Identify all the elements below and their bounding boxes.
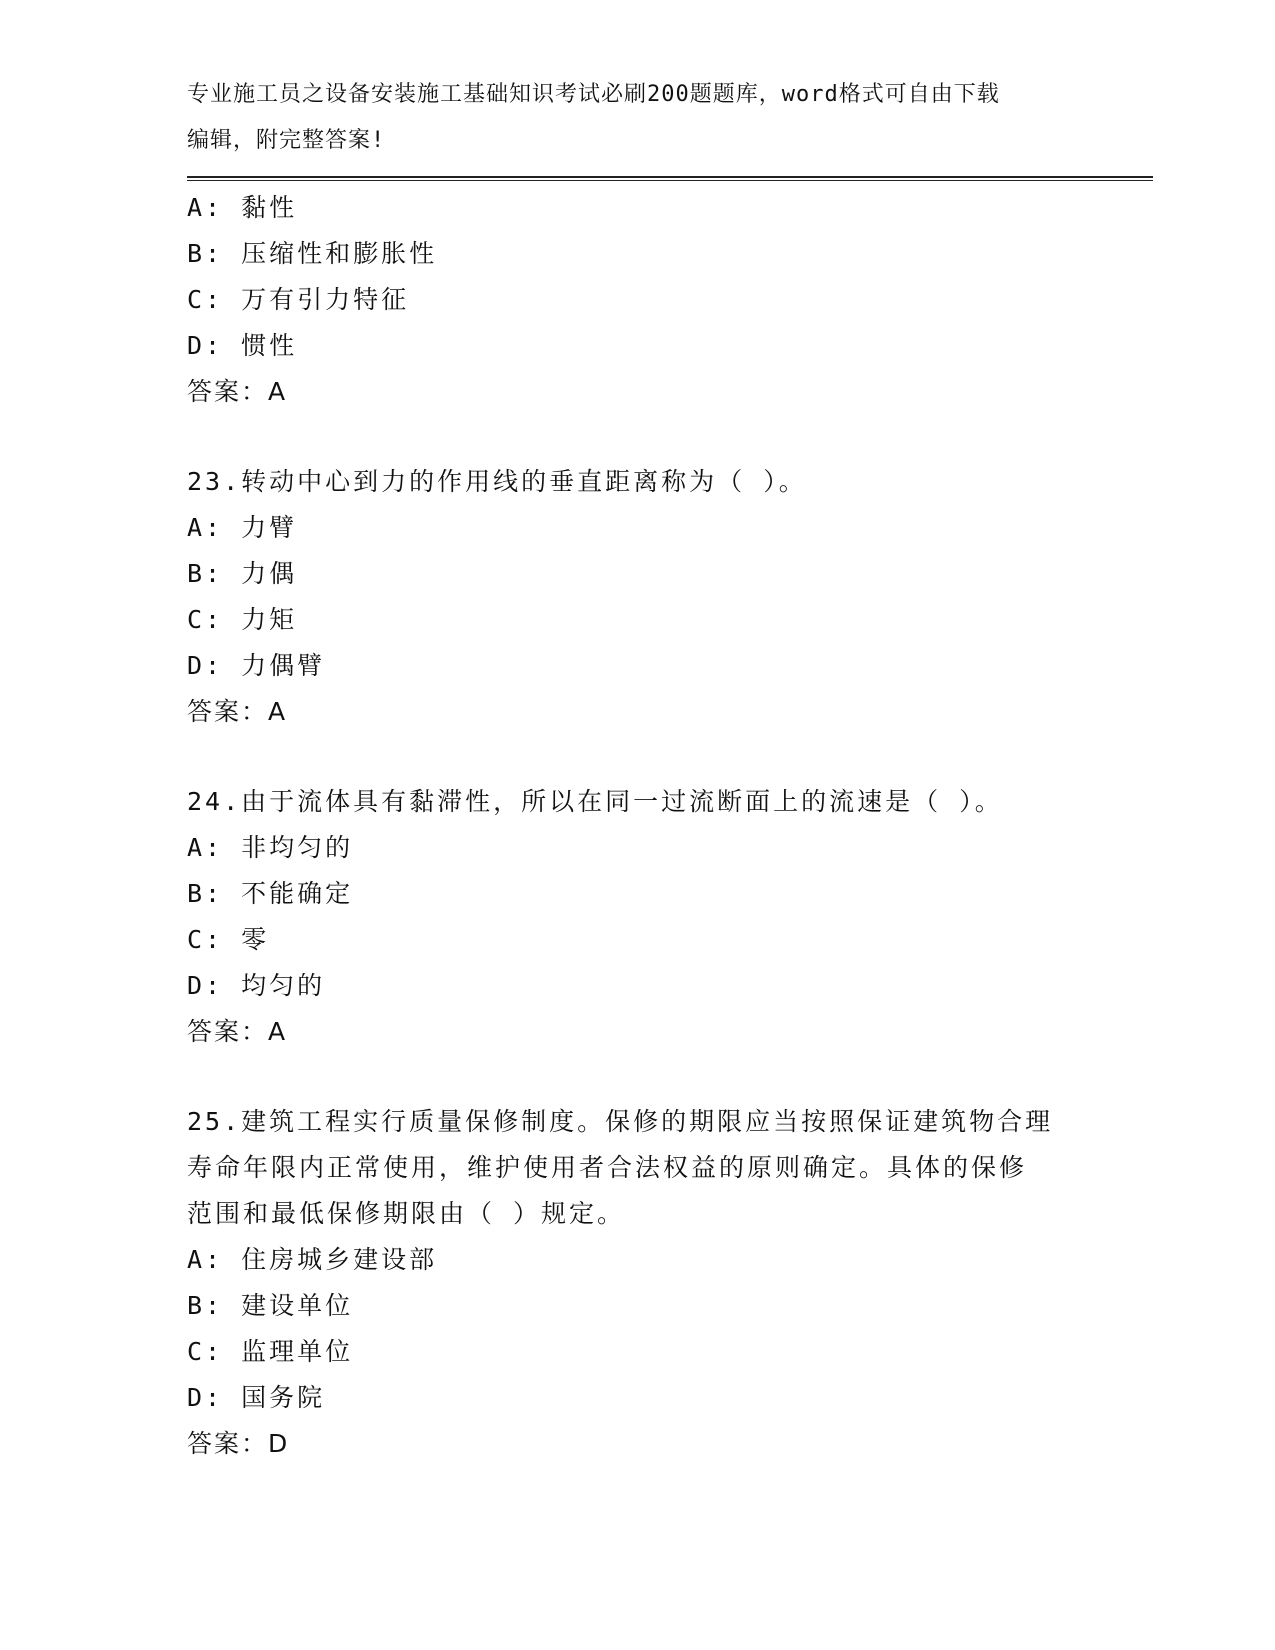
option-b: B: 不能确定 [187,879,354,908]
option-b: B: 建设单位 [187,1291,354,1320]
option-a: A: 住房城乡建设部 [187,1245,438,1274]
option-c: C: 万有引力特征 [187,285,410,314]
question-23 [187,459,1087,735]
question-24 [187,779,1087,1055]
question-stem-line-2: 寿命年限内正常使用，维护使用者合法权益的原则确定。具体的保修 [187,1153,1028,1182]
header-line-1: 专业施工员之设备安装施工基础知识考试必刷200题题库，word格式可自由下载 [187,82,1000,107]
answer: 答案：A [187,377,288,406]
option-c: C: 监理单位 [187,1337,354,1366]
option-c: C: 零 [187,925,270,954]
option-a: A: 非均匀的 [187,833,354,862]
answer: 答案：D [187,1429,290,1458]
option-d: D: 力偶臂 [187,651,326,680]
option-b: B: 压缩性和膨胀性 [187,239,438,268]
answer: 答案：A [187,1017,288,1046]
answer: 答案：A [187,697,288,726]
question-stem: 23.转动中心到力的作用线的垂直距离称为（ ）。 [187,467,807,496]
question-list [187,185,1087,1467]
document-header [187,72,1067,164]
header-divider [187,176,1153,181]
question-stem-line-1: 25.建筑工程实行质量保修制度。保修的期限应当按照保证建筑物合理 [187,1107,1054,1136]
option-d: D: 国务院 [187,1383,326,1412]
option-c: C: 力矩 [187,605,298,634]
question-25 [187,1099,1087,1467]
question-stem: 24.由于流体具有黏滞性，所以在同一过流断面上的流速是（ ）。 [187,787,1003,816]
option-d: D: 均匀的 [187,971,326,1000]
header-line-2: 编辑，附完整答案! [187,128,386,153]
option-b: B: 力偶 [187,559,298,588]
question-stem-line-3: 范围和最低保修期限由（ ）规定。 [187,1199,626,1228]
option-d: D: 惯性 [187,331,298,360]
question-22 [187,185,1087,415]
option-a: A: 力臂 [187,513,298,542]
option-a: A: 黏性 [187,193,298,222]
